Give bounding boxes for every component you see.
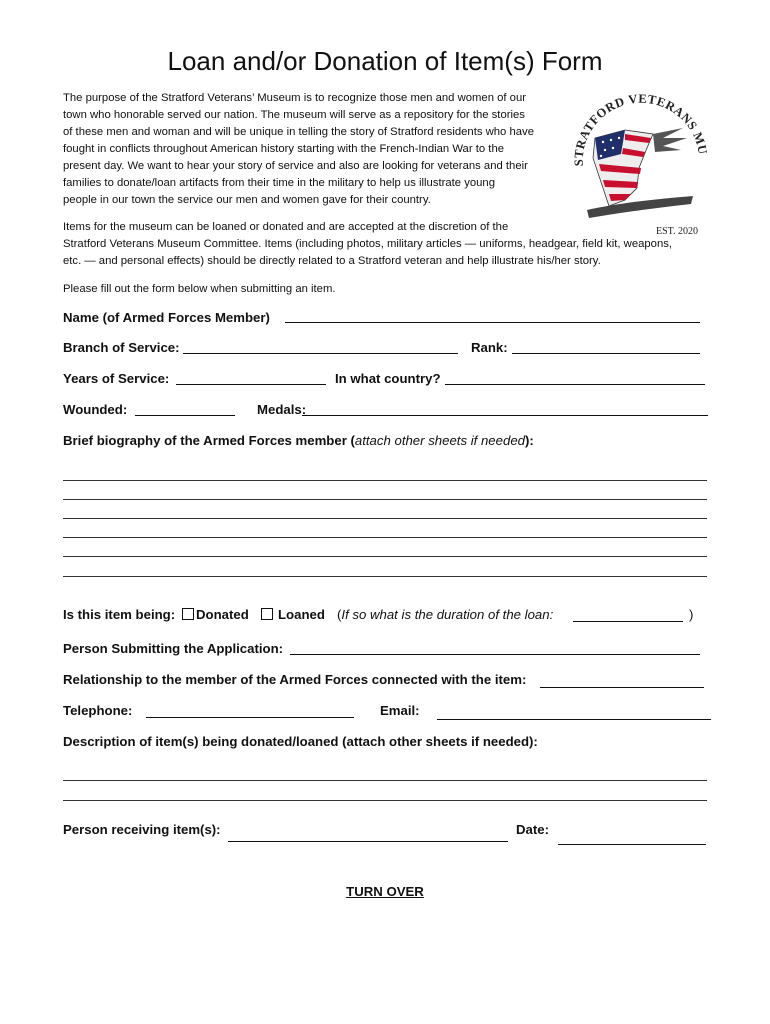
years-field[interactable] — [176, 384, 326, 385]
branch-field[interactable] — [183, 353, 458, 354]
donated-checkbox[interactable] — [182, 608, 194, 620]
logo-est-text: EST. 2020 — [655, 226, 699, 237]
museum-logo — [565, 88, 715, 238]
date-field[interactable] — [558, 844, 706, 845]
intro-line: town who honorable served our nation. The museum will serve as a repository for the stories — [63, 109, 525, 121]
biography-line[interactable] — [63, 556, 707, 557]
loan-paren-open: ( — [337, 607, 342, 622]
name-field[interactable] — [285, 322, 700, 323]
email-field[interactable] — [437, 719, 711, 720]
items-line: Items for the museum can be loaned or donated and are accepted at the discretion of the — [63, 221, 509, 233]
biography-line[interactable] — [63, 537, 707, 538]
loan-duration-field[interactable] — [573, 621, 683, 622]
turn-over-text: TURN OVER — [346, 884, 424, 899]
relationship-label: Relationship to the member of the Armed Forces connected with the item: — [63, 672, 527, 687]
biography-line[interactable] — [63, 480, 707, 481]
loan-duration-prompt — [337, 607, 553, 622]
logo-arc-text: STRATFORD VETERANS MU — [571, 91, 710, 167]
name-label: Name (of Armed Forces Member) — [63, 310, 270, 325]
loaned-option[interactable] — [261, 607, 325, 622]
email-label: Email: — [380, 703, 420, 718]
biography-label — [63, 433, 534, 448]
intro-line: of these men and woman and will be unique in telling the story of Stratford residents who have — [63, 126, 534, 138]
rank-field[interactable] — [512, 353, 700, 354]
date-label: Date: — [516, 822, 549, 837]
instruction-text: Please fill out the form below when submitting an item. — [63, 283, 336, 295]
branch-label: Branch of Service: — [63, 340, 180, 355]
loan-paren-close: ) — [689, 607, 694, 622]
biography-line[interactable] — [63, 576, 707, 577]
intro-line: The purpose of the Stratford Veterans’ Museum is to recognize those men and women of our — [63, 92, 527, 104]
loan-duration-label: If so what is the duration of the loan: — [341, 607, 554, 622]
rank-label: Rank: — [471, 340, 508, 355]
items-line: etc. — and personal effects) should be directly related to a Stratford veteran and help illustrate his/her story. — [63, 255, 601, 267]
years-label: Years of Service: — [63, 371, 170, 386]
wounded-label: Wounded: — [63, 402, 128, 417]
relationship-field[interactable] — [540, 687, 704, 688]
eagle-flag-icon — [587, 128, 693, 218]
loaned-checkbox[interactable] — [261, 608, 273, 620]
person-submitting-field[interactable] — [290, 654, 700, 655]
description-line[interactable] — [63, 800, 707, 801]
medals-label: Medals: — [257, 402, 307, 417]
loaned-label: Loaned — [278, 607, 325, 622]
page-title: Loan and/or Donation of Item(s) Form — [167, 46, 603, 76]
bio-label-end: ): — [524, 433, 534, 448]
country-field[interactable] — [445, 384, 705, 385]
description-label: Description of item(s) being donated/loaned (attach other sheets if needed): — [63, 734, 538, 749]
person-receiving-label: Person receiving item(s): — [63, 822, 221, 837]
telephone-label: Telephone: — [63, 703, 133, 718]
intro-line: present day. We want to hear your story of service and also are looking for veterans and their — [63, 160, 528, 172]
intro-paragraph — [63, 90, 563, 209]
medals-field[interactable] — [302, 415, 708, 416]
wounded-field[interactable] — [135, 415, 235, 416]
intro-line: families to donate/loan artifacts from their time in the military to help us illustrate young — [63, 177, 495, 189]
country-label: In what country? — [335, 371, 441, 386]
biography-line[interactable] — [63, 518, 707, 519]
intro-line: fought in conflicts throughout American history starting with the French-Indian War to the — [63, 143, 505, 155]
item-being-label: Is this item being: — [63, 607, 176, 622]
bio-label-main: Brief biography of the Armed Forces member ( — [63, 433, 355, 448]
items-line: Stratford Veterans Museum Committee. Items (including photos, military articles — uniforms, headgear, field kit, weapons, — [63, 238, 673, 250]
biography-line[interactable] — [63, 499, 707, 500]
donated-label: Donated — [196, 607, 249, 622]
bio-label-italic: attach other sheets if needed — [354, 433, 525, 448]
description-line[interactable] — [63, 780, 707, 781]
items-paragraph — [63, 219, 723, 270]
intro-line: people in our town the service our men and women gave for their country. — [63, 194, 431, 206]
donated-option[interactable] — [182, 607, 249, 622]
person-receiving-field[interactable] — [228, 841, 508, 842]
telephone-field[interactable] — [146, 717, 354, 718]
person-submitting-label: Person Submitting the Application: — [63, 641, 284, 656]
